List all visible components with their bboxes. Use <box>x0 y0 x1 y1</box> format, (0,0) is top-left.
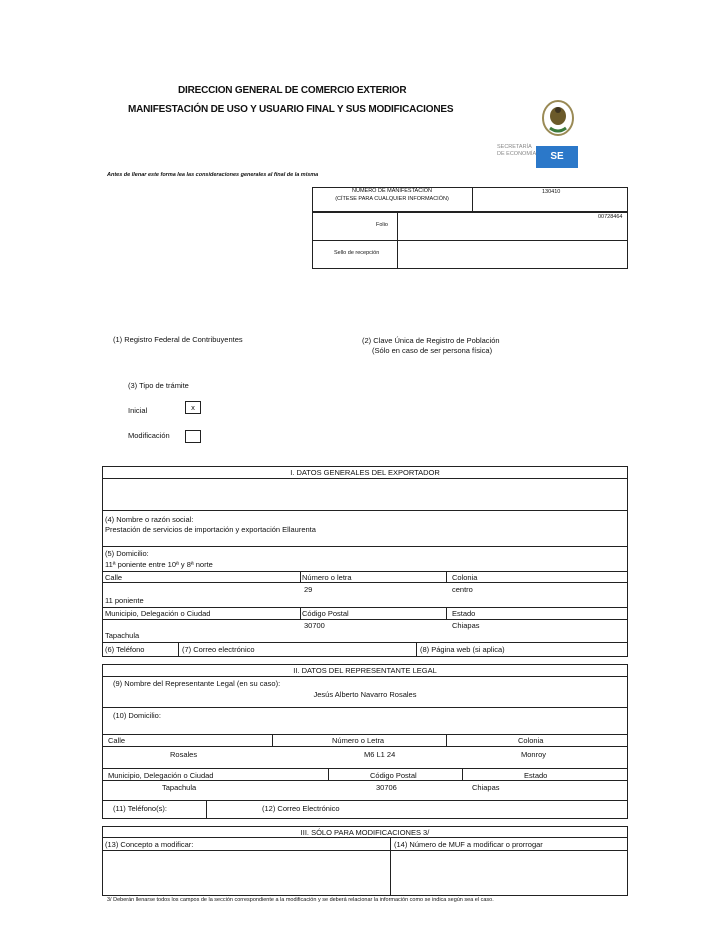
tramite-inicial-label: Inicial <box>128 406 148 415</box>
legal-rep-street-label: Calle <box>108 736 126 745</box>
legal-rep-zip-value: 30706 <box>376 783 397 792</box>
section-2-title: II. DATOS DEL REPRESENTANTE LEGAL <box>293 666 437 675</box>
curp-note: (Sólo en caso de ser persona física) <box>372 346 493 355</box>
manifest-number-label: NÚMERO DE MANIFESTACIÓN <box>352 188 432 194</box>
exporter-address-label: (5) Domicilio: <box>105 549 149 558</box>
form-subtitle: MANIFESTACIÓN DE USO Y USUARIO FINAL Y SUS MODIFICACIONES <box>128 104 454 115</box>
exporter-colony-label: Colonia <box>452 573 478 582</box>
exporter-phone-label: (6) Teléfono <box>105 645 145 654</box>
tramite-modificacion-label: Modificación <box>128 431 170 440</box>
exporter-address-value: 11ª poniente entre 10ª y 8ª norte <box>105 560 213 569</box>
legal-rep-email-label: (12) Correo Electrónico <box>262 804 340 813</box>
legal-rep-number-label: Número o Letra <box>332 736 385 745</box>
tramite-modificacion-checkbox[interactable] <box>185 430 201 443</box>
agency-name-line2: DE ECONOMÍA <box>497 151 537 157</box>
instruction-note: Antes de llenar este forma lea las consideraciones generales al final de la misma <box>107 172 319 178</box>
exporter-number-value: 29 <box>304 585 313 594</box>
stamp-label: Sello de recepción <box>334 250 380 256</box>
se-logo-badge: SE <box>536 146 578 168</box>
mexico-coat-of-arms-icon <box>540 98 576 140</box>
exporter-colony-value: centro <box>452 585 473 594</box>
exporter-state-label: Estado <box>452 609 476 618</box>
legal-rep-colony-value: Monroy <box>521 750 547 759</box>
form-title: DIRECCION GENERAL DE COMERCIO EXTERIOR <box>178 85 407 96</box>
exporter-street-label: Calle <box>105 573 123 582</box>
exporter-city-value: Tapachula <box>105 631 140 640</box>
concepto-label: (13) Concepto a modificar: <box>105 840 194 849</box>
folio-label: Folio <box>376 222 388 228</box>
legal-rep-name-value: Jesús Alberto Navarro Rosales <box>313 690 417 699</box>
legal-rep-label: (9) Nombre del Representante Legal (en su caso): <box>113 679 281 688</box>
curp-label: (2) Clave Única de Registro de Población <box>362 336 500 345</box>
footnote: 3/ Deberán llenarse todos los campos de la sección correspondiente a la modificación y se deberá relacionar la información como se indica según sea el caso. <box>107 897 494 903</box>
legal-rep-phone-label: (11) Teléfono(s): <box>113 804 167 813</box>
legal-rep-street-value: Rosales <box>170 750 198 759</box>
tramite-inicial-checkbox[interactable]: x <box>185 401 201 414</box>
rfc-label: (1) Registro Federal de Contribuyentes <box>113 335 243 344</box>
muf-number-label: (14) Número de MUF a modificar o prorrogar <box>394 840 543 849</box>
agency-name-line1: SECRETARÍA <box>497 144 532 150</box>
legal-rep-state-label: Estado <box>524 771 548 780</box>
exporter-number-label: Número o letra <box>302 573 352 582</box>
exporter-city-label: Municipio, Delegación o Ciudad <box>105 609 211 618</box>
legal-rep-colony-label: Colonia <box>518 736 544 745</box>
legal-rep-city-value: Tapachula <box>162 783 197 792</box>
folio-number-value: 00728464 <box>598 214 623 220</box>
section-3-title: III. SÓLO PARA MODIFICACIONES 3/ <box>300 828 430 837</box>
manifest-number-sublabel: (CÍTESE PARA CUALQUIER INFORMACIÓN) <box>335 196 449 202</box>
legal-rep-city-label: Municipio, Delegación o Ciudad <box>108 771 214 780</box>
exporter-zip-label: Código Postal <box>302 609 349 618</box>
company-name-label: (4) Nombre o razón social: <box>105 515 194 524</box>
manifest-number-value: 130410 <box>542 189 561 195</box>
exporter-state-value: Chiapas <box>452 621 480 630</box>
company-name-value: Prestación de servicios de importación y exportación Ellaurenta <box>105 525 316 534</box>
exporter-email-label: (7) Correo electrónico <box>182 645 255 654</box>
exporter-zip-value: 30700 <box>304 621 325 630</box>
legal-rep-number-value: M6 L1 24 <box>364 750 396 759</box>
exporter-website-label: (8) Página web (si aplica) <box>420 645 505 654</box>
legal-rep-state-value: Chiapas <box>472 783 500 792</box>
tramite-type-label: (3) Tipo de trámite <box>128 381 189 390</box>
legal-rep-zip-label: Código Postal <box>370 771 417 780</box>
section-1-title: I. DATOS GENERALES DEL EXPORTADOR <box>290 468 440 477</box>
legal-rep-address-label: (10) Domicilio: <box>113 711 161 720</box>
exporter-street-value: 11 poniente <box>105 596 144 605</box>
